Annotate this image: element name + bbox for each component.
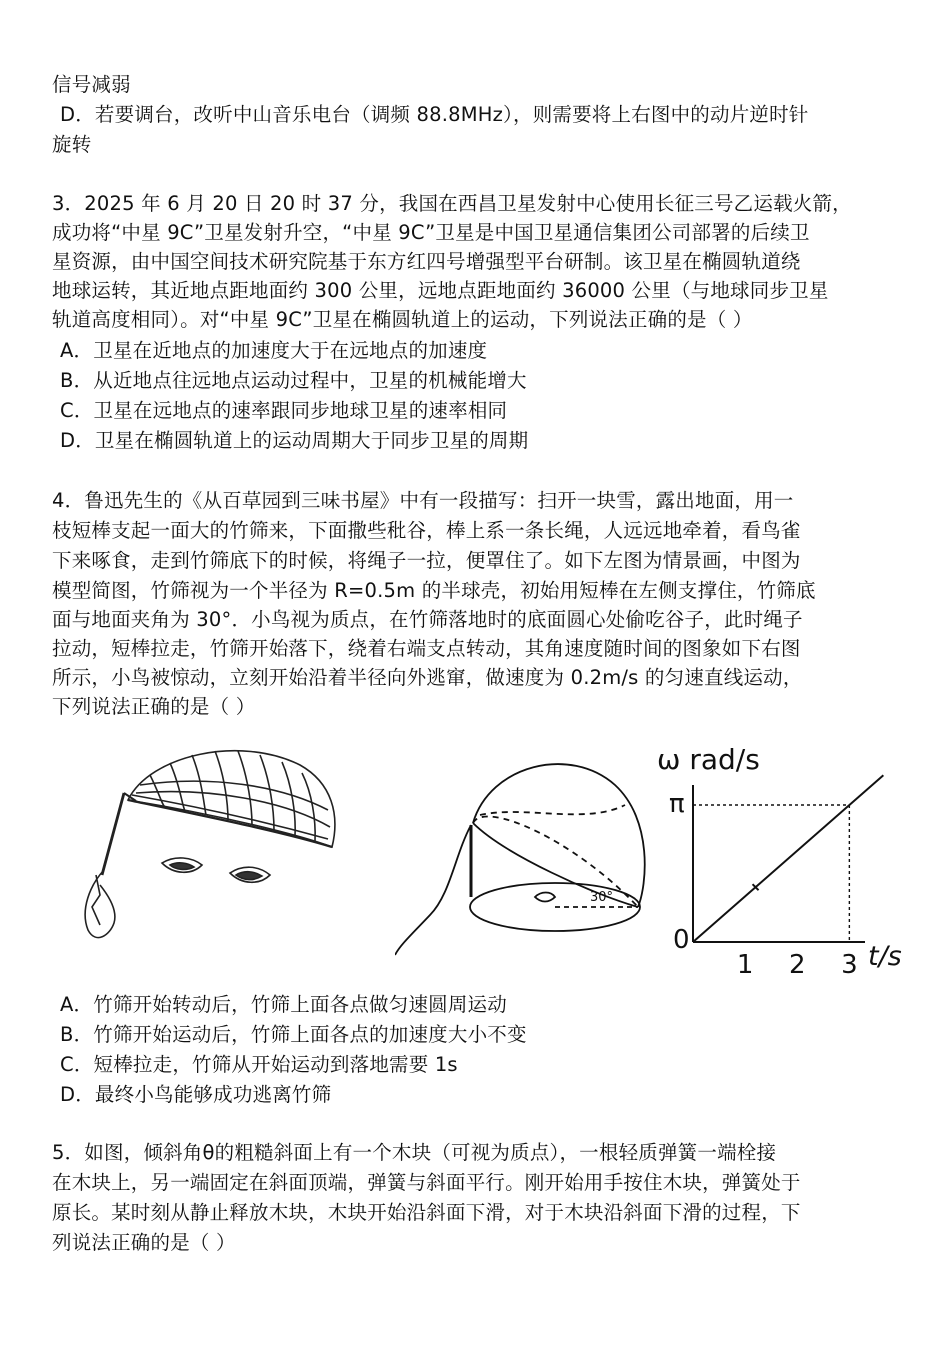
q4-stem-line-3: 下来啄食，走到竹筛底下的时候，将绳子一拉，便罩住了。如下左图为情景画，中图为 [52, 549, 801, 572]
q3-option-d: D．卫星在椭圆轨道上的运动周期大于同步卫星的周期 [60, 429, 529, 452]
q3-option-a: A．卫星在近地点的加速度大于在远地点的加速度 [60, 339, 488, 362]
q2-continuation: 信号减弱 [52, 73, 131, 96]
omega-series-line [693, 775, 883, 942]
x-tick-label-2: 2 [788, 950, 806, 980]
x-tick-label-3: 3 [841, 950, 858, 980]
x-axis-title: t/s [868, 941, 902, 972]
q2-option-d: D．若要调台，改听中山音乐电台（调频 88.8MHz），则需要将上右图中的动片逆时针 [60, 103, 809, 126]
angle-label: 30° [590, 890, 614, 905]
q4-stem-line-8: 下列说法正确的是（ ） [52, 695, 256, 718]
q4-option-d: D．最终小鸟能够成功逃离竹筛 [60, 1083, 332, 1106]
q4-stem-line-2: 枝短棒支起一面大的竹筛来，下面撒些秕谷，棒上系一条长绳，人远远地牵着，看鸟雀 [52, 519, 801, 542]
q3-stem-line-3: 星资源，由中国空间技术研究院基于东方红四号增强型平台研制。该卫星在椭圆轨道绕 [52, 250, 801, 273]
q3-stem-line-1: 3．2025 年 6 月 20 日 20 时 37 分，我国在西昌卫星发射中心使用长征三号乙运载火箭， [52, 192, 852, 215]
q4-stem-line-5: 面与地面夹角为 30°．小鸟视为质点，在竹筛落地时的底面圆心处偷吃谷子，此时绳子 [52, 608, 803, 631]
hemisphere-model-diagram [395, 745, 650, 965]
q5-stem-line-2: 在木块上，另一端固定在斜面顶端，弹簧与斜面平行。刚开始用手按住木块，弹簧处于 [52, 1171, 801, 1194]
q5-stem-line-4: 列说法正确的是（ ） [52, 1231, 236, 1254]
q3-option-c: C．卫星在远地点的速率跟同步地球卫星的速率相同 [60, 399, 508, 422]
y-tick-label-0: 0 [673, 925, 690, 955]
q4-option-a: A．竹筛开始转动后，竹筛上面各点做匀速圆周运动 [60, 993, 507, 1016]
q3-stem-line-5: 轨道高度相同）。对“中星 9C”卫星在椭圆轨道上的运动，下列说法正确的是（ ） [52, 308, 753, 331]
y-axis-title: ω rad/s [657, 743, 760, 776]
q5-stem-line-1: 5．如图，倾斜角θ的粗糙斜面上有一个木块（可视为质点），一根轻质弹簧一端栓接 [52, 1141, 777, 1164]
y-tick-label-pi: π [669, 789, 685, 819]
sieve-scene-illustration [70, 735, 360, 960]
x-tick-label-1: 1 [736, 950, 754, 980]
q2-option-d-cont: 旋转 [52, 133, 92, 156]
q4-stem-line-6: 拉动，短棒拉走，竹筛开始落下，绕着右端支点转动，其角速度随时间的图象如下右图 [52, 637, 801, 660]
q3-option-b: B．从近地点往远地点运动过程中，卫星的机械能增大 [60, 369, 527, 392]
omega-time-chart [655, 735, 915, 980]
q4-stem-line-1: 4．鲁迅先生的《从百草园到三味书屋》中有一段描写：扫开一块雪，露出地面，用一 [52, 489, 794, 512]
q4-option-c: C．短棒拉走，竹筛从开始运动到落地需要 1s [60, 1053, 458, 1076]
q3-stem-line-4: 地球运转，其近地点距地面约 300 公里，远地点距地面约 36000 公里（与地球同步卫星 [52, 279, 829, 302]
q3-stem-line-2: 成功将“中星 9C”卫星发射升空，“中星 9C”卫星是中国卫星通信集团公司部署的后续卫 [52, 221, 810, 244]
q4-option-b: B．竹筛开始运动后，竹筛上面各点的加速度大小不变 [60, 1023, 527, 1046]
q5-stem-line-3: 原长。某时刻从静止释放木块，木块开始沿斜面下滑，对于木块沿斜面下滑的过程，下 [52, 1201, 801, 1224]
q4-stem-line-7: 所示，小鸟被惊动，立刻开始沿着半径向外逃窜，做速度为 0.2m/s 的匀速直线运动， [52, 666, 803, 689]
q4-stem-line-4: 模型简图，竹筛视为一个半径为 R=0.5m 的半球壳，初始用短棒在左侧支撑住，竹筛底 [52, 579, 816, 602]
